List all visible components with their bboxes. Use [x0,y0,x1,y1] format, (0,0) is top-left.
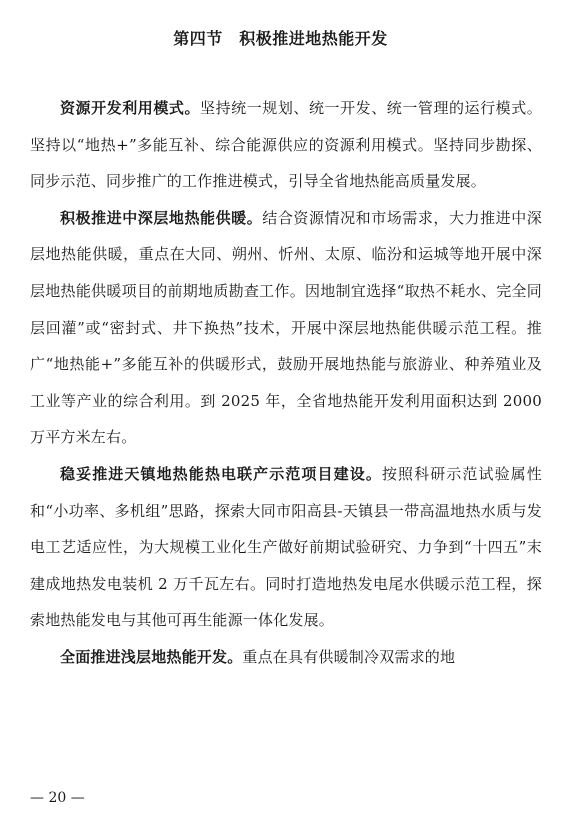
paragraph-shallow-geothermal [30,639,542,676]
paragraph-tianzhen-project [30,456,542,639]
section-title: 第四节 积极推进地热能开发 [173,29,388,48]
paragraph-lead: 积极推进中深层地热能供暖。 [60,208,263,227]
body-text [30,90,542,676]
page-number: — 20 — [30,790,85,806]
paragraph-lead: 稳妥推进天镇地热能热电联产示范项目建设。 [60,464,382,483]
paragraph-text: 重点在具有供暖制冷双需求的地 [242,647,456,666]
paragraph-resource-mode [30,90,542,200]
paragraph-lead: 全面推进浅层地热能开发。 [60,647,243,666]
paragraph-text: 按照科研示范试验属性和“小功率、多机组”思路，探索大同市阳高县-天镇县一带高温地热水质与发电工艺适应性，为大规模工业化生产做好前期试验研究、力争到“十四五”末建成地热发电装机 2 万千瓦左右。同时打造地热发电尾水供暖示范工程，探索地热能发电与其他可再生能源一体化发展。 [30,464,542,630]
paragraph-lead: 资源开发利用模式。 [60,99,201,117]
paragraph-mid-deep-heating [30,200,542,456]
paragraph-text: 坚持统一规划、统一开发、统一管理的运行模式。坚持以“地热+”多能互补、综合能源供应的资源利用模式。坚持同步勘探、同步示范、同步推广的工作推进模式，引导全省地热能高质量发展。 [30,99,542,191]
paragraph-text: 结合资源情况和市场需求，大力推进中深层地热能供暖，重点在大同、朔州、忻州、太原、临汾和运城等地开展中深层地热能供暖项目的前期地质勘查工作。因地制宜选择“取热不耗水、完全同层回灌”或“密封式、井下换热”技术，开展中深层地热能供暖示范工程。推广“地热能+”多能互补的供暖形式，鼓励开展地热能与旅游业、种养殖业及工业等产业的综合利用。到 2025 年，全省地热能开发利用面积达到 2000 万平方米左右。 [30,208,542,447]
